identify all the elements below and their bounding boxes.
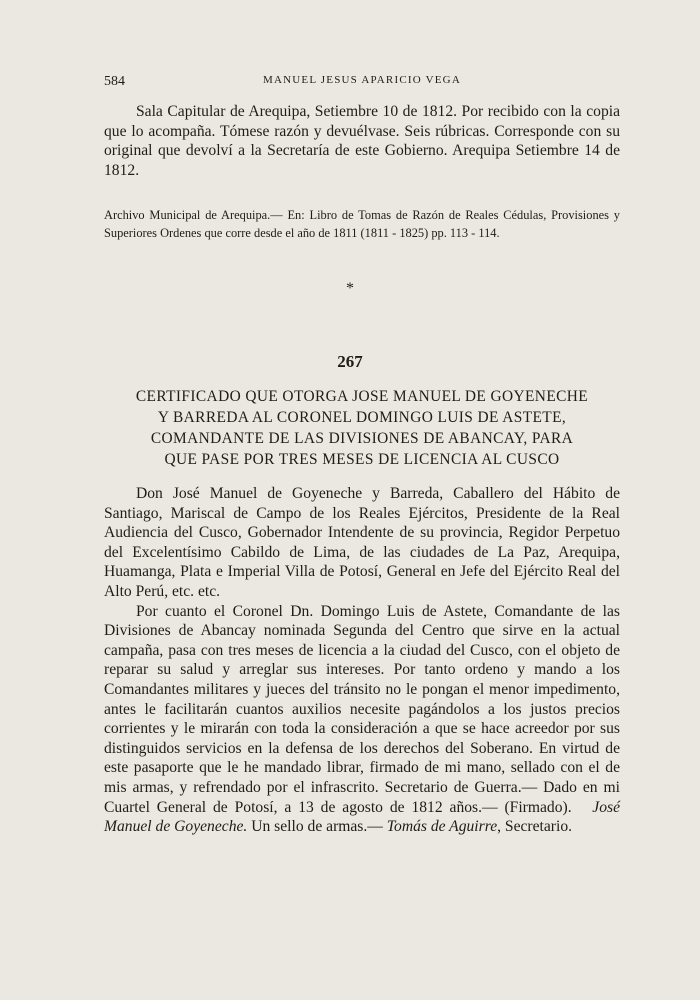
intro-paragraph: Sala Capitular de Arequipa, Setiembre 10 de 1812. Por recibido con la copia que lo acompaña. Tómese razón y devuélvase. Seis rúbricas. Corresponde con su original que devolví a la Secretaría de este Gobierno. Arequipa Setiembre 14 de 1812.: [104, 103, 620, 179]
title-line: COMANDANTE DE LAS DIVISIONES DE ABANCAY, PARA: [150, 430, 574, 447]
body-paragraph-1: Don José Manuel de Goyeneche y Barreda, Caballero del Hábito de Santiago, Mariscal de Campo de los Reales Ejércitos, Presidente de la Real Audiencia del Cusco, Gobernador Intendente de su provincia, Regidor Perpetuo del Excelentísimo Cabildo de Lima, de las ciudades de La Paz, Arequipa, Huamanga, Plata e Imperial Villa de Potosí, General en Jefe del Ejército Real del Alto Perú, etc. etc.: [104, 485, 620, 600]
title-line: CERTIFICADO QUE OTORGA JOSE MANUEL DE GOYENECHE: [135, 388, 589, 405]
body-paragraph-2: [104, 602, 620, 837]
page-number: 584: [104, 74, 125, 89]
page-header: [104, 72, 620, 92]
secretary-name: Tomás de Aguirre: [386, 818, 498, 836]
seal-text: Un sello de armas.—: [251, 818, 383, 836]
running-head: MANUEL JESUS APARICIO VEGA: [263, 74, 461, 86]
section-separator: *: [346, 280, 354, 297]
document-title: [104, 386, 620, 470]
document-body: [104, 484, 620, 837]
secretary-title: , Secretario.: [497, 818, 573, 836]
title-line: Y BARREDA AL CORONEL DOMINGO LUIS DE ASTETE,: [157, 409, 567, 426]
archive-citation: [104, 206, 620, 243]
intro-block: [104, 102, 620, 180]
citation-text: Archivo Municipal de Arequipa.— En: Libro de Tomas de Razón de Reales Cédulas, Provisiones y Superiores Ordenes que corre desde el año de 1811 (1811 - 1825) pp. 113 - 114.: [104, 208, 620, 241]
body-paragraph-2-text: Por cuanto el Coronel Dn. Domingo Luis de Astete, Comandante de las Divisiones de Abancay nominada Segunda del Centro que sirve en la actual campaña, pasa con tres meses de licencia a la ciudad del Cusco, con el objeto de reparar su salud y arreglar sus intereses. Por tanto ordeno y mando a los Comandantes militares y jueces del tránsito no le pongan el menor impedimento, antes le facilitarán cuantos auxilios necesite pagándolos a los justos precios corrientes y le mirarán con toda la consideración a que se hace acreedor por sus distinguidos servicios en la defensa de los derechos del Soberano. En virtud de este pasaporte que le he mandado librar, firmado de mi mano, sellado con el de mis armas, y refrendado por el infrascrito. Secretario de Guerra.— Dado en mi Cuartel General de Potosí, a 13 de agosto de 1812 años.— (Firmado).: [104, 602, 620, 816]
title-line: QUE PASE POR TRES MESES DE LICENCIA AL CUSCO: [164, 451, 560, 468]
signature-name: José Manuel de Goyeneche.: [104, 798, 620, 836]
document-number: 267: [337, 352, 363, 371]
